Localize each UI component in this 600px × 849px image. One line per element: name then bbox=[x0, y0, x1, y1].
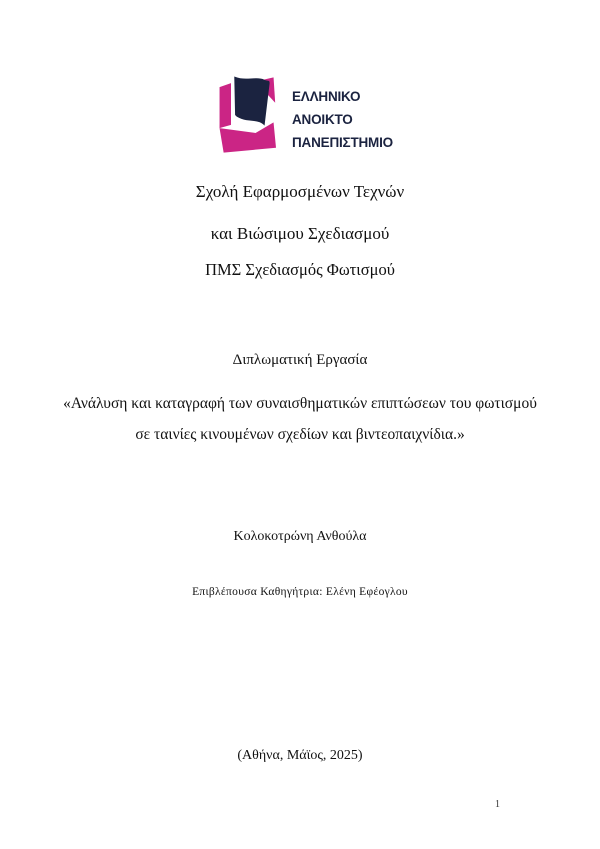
hou-logo-word-1: ΕΛΛΗΝΙΚΟ bbox=[292, 89, 361, 104]
logo-frame-left-bar bbox=[220, 83, 231, 128]
school-name-line2: και Βιώσιμου Σχεδιασμού bbox=[210, 224, 390, 243]
logo-frame-bottom bbox=[220, 122, 276, 152]
program-name: ΠΜΣ Σχεδιασμός Φωτισμού bbox=[205, 260, 395, 279]
page-number: 1 bbox=[495, 799, 500, 810]
author-name: Κολοκοτρώνη Ανθούλα bbox=[233, 529, 367, 544]
hou-logo-wordmark bbox=[292, 85, 393, 154]
school-name-line1: Σχολή Εφαρμοσμένων Τεχνών bbox=[195, 182, 405, 201]
thesis-type-label: Διπλωματική Εργασία bbox=[232, 352, 368, 368]
place-date-line: (Αθήνα, Μάϊος, 2025) bbox=[237, 748, 363, 763]
open-book-logo-icon bbox=[213, 73, 285, 157]
hou-logo-word-3: ΠΑΝΕΠΙΣΤΗΜΙΟ bbox=[292, 135, 393, 150]
logo-book-page bbox=[234, 77, 269, 126]
supervisor-line: Επιβλέπουσα Καθηγήτρια: Ελένη Εφέογλου bbox=[192, 586, 408, 598]
thesis-title-text: «Ανάλυση και καταγραφή των συναισθηματικών επιπτώσεων του φωτισμού σε ταινίες κινουμένων σχεδίων και βιντεοπαιχνίδια.» bbox=[63, 395, 537, 443]
thesis-title bbox=[0, 388, 600, 450]
hou-logo-word-2: ΑΝΟΙΚΤΟ bbox=[292, 112, 353, 127]
